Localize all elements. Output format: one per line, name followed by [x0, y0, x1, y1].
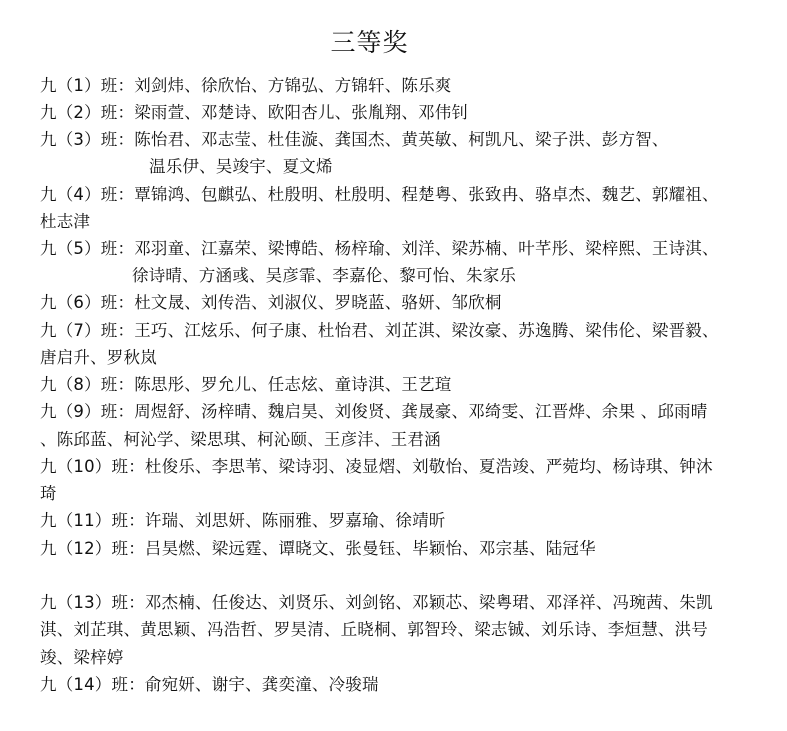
class-9-line-continued: 、陈邱蓝、柯沁学、梁思琪、柯沁颐、王彦沣、王君涵 [40, 430, 441, 449]
class-13-line-continued: 淇、刘芷琪、黄思颖、冯浩哲、罗昊清、丘晓桐、郭智玲、梁志铖、刘乐诗、李烜慧、洪号 [40, 620, 708, 639]
class-3-line: 九（3）班：陈怡君、邓志莹、杜佳漩、龚国杰、黄英敏、柯凯凡、梁子洪、彭方智、 [40, 130, 669, 149]
class-8-line: 九（8）班：陈思彤、罗允儿、任志炫、童诗淇、王艺瑄 [40, 375, 452, 394]
class-4-line-continued: 杜志津 [40, 212, 91, 231]
class-9-line: 九（9）班：周煜舒、汤梓晴、魏启昊、刘俊贤、龚晟豪、邓绮雯、江晋烨、余果 、邱雨晴 [40, 402, 708, 421]
class-7-line-continued: 唐启升、罗秋岚 [40, 348, 157, 367]
class-3-line-continued: 温乐伊、吴竣宇、夏文烯 [149, 157, 333, 176]
class-5-line: 九（5）班：邓羽童、江嘉荣、梁博皓、杨梓瑜、刘洋、梁苏楠、叶芊彤、梁梓熙、王诗淇、 [40, 239, 719, 258]
class-10-line-continued: 琦 [40, 484, 57, 503]
class-13-line-continued-2: 竣、梁梓婷 [40, 648, 124, 667]
class-2-line: 九（2）班：梁雨萱、邓楚诗、欧阳杏儿、张胤翔、邓伟钊 [40, 103, 469, 122]
class-10-line: 九（10）班：杜俊乐、李思苇、梁诗羽、凌显熠、刘敬怡、夏浩竣、严菀均、杨诗琪、钟沐 [40, 457, 713, 476]
class-14-line: 九（14）班：俞宛妍、谢宇、龚奕潼、冷骏瑞 [40, 675, 379, 694]
class-11-line: 九（11）班：许瑞、刘思妍、陈丽雅、罗嘉瑜、徐靖昕 [40, 511, 446, 530]
class-5-line-continued: 徐诗晴、方涵彧、吴彦霏、李嘉伦、黎可怡、朱家乐 [132, 266, 517, 285]
class-6-line: 九（6）班：杜文晟、刘传浩、刘淑仪、罗晓蓝、骆妍、邹欣桐 [40, 293, 502, 312]
class-4-line: 九（4）班：覃锦鸿、包麒弘、杜殷明、杜殷明、程楚粤、张致冉、骆卓杰、魏艺、郭耀祖、 [40, 185, 719, 204]
class-12-line: 九（12）班：吕昊燃、梁远霆、谭晓文、张曼钰、毕颖怡、邓宗基、陆冠华 [40, 539, 596, 558]
page-title: 三等奖 [330, 28, 409, 57]
class-7-line: 九（7）班：王巧、江炫乐、何子康、杜怡君、刘芷淇、梁汝豪、苏逸腾、梁伟伦、梁晋毅、 [40, 321, 719, 340]
class-1-line: 九（1）班：刘剑炜、徐欣怡、方锦弘、方锦轩、陈乐爽 [40, 76, 452, 95]
class-13-line: 九（13）班：邓杰楠、任俊达、刘贤乐、刘剑铭、邓颖芯、梁粤珺、邓泽祥、冯琬茜、朱凯 [40, 593, 713, 612]
